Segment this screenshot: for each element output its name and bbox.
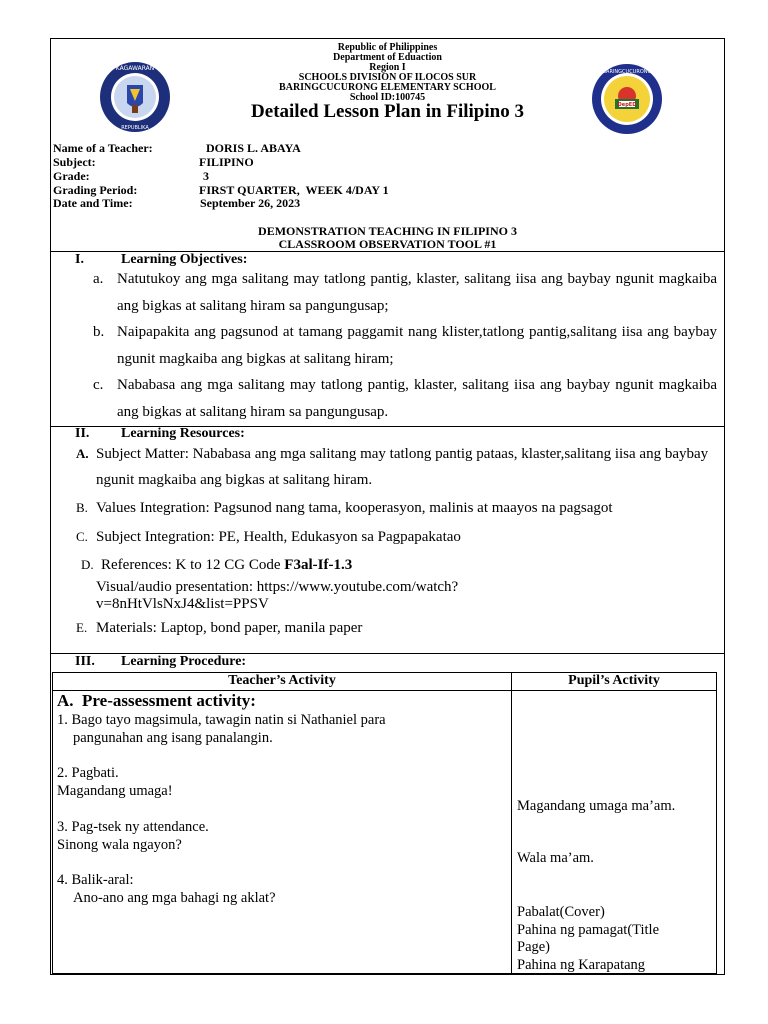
- resource-text: Subject Integration: PE, Health, Edukasyon sa Pagpapakatao: [96, 529, 461, 545]
- pupil-response: Pabalat(Cover): [517, 904, 605, 920]
- resource-visual: [96, 579, 716, 613]
- teacher-column-header: Teacher’s Activity: [53, 673, 512, 691]
- school-line: BARINGCUCURONG ELEMENTARY SCHOOL: [279, 82, 496, 93]
- resource-marker: A.: [76, 446, 89, 461]
- grade-label: Grade:: [53, 169, 90, 183]
- objective-marker: b.: [93, 324, 105, 340]
- date-value: September 26, 2023: [200, 196, 301, 210]
- resource-marker: B.: [76, 500, 88, 515]
- objective-item: [93, 372, 717, 426]
- resource-text: References: K to 12 CG Code: [101, 557, 285, 573]
- procedure-heading: Learning Procedure:: [121, 654, 247, 669]
- svg-text:KAGAWARAN: KAGAWARAN: [115, 65, 155, 72]
- pupil-activity-cell: [512, 691, 717, 974]
- department-line: Department of Eduaction: [333, 52, 442, 63]
- resource-materials: [76, 615, 716, 641]
- resource-marker: D.: [81, 557, 94, 572]
- resources-numeral: II.: [75, 426, 90, 441]
- objective-text: Nababasa ang mga salitang may tatlong pantig, klaster, salitang iisa ang baybay ngunit magkaiba ang bigkas at salitang hiram sa pangungusap.: [117, 377, 717, 420]
- date-label: Date and Time:: [53, 196, 133, 210]
- objective-item: [93, 266, 717, 320]
- objectives-numeral: I.: [75, 252, 84, 267]
- resource-subject-matter: [76, 441, 716, 493]
- visual-link-line: v=8nHtVlsNxJ4&list=PPSV: [96, 596, 269, 612]
- procedure-numeral: III.: [75, 654, 95, 669]
- resources-heading: Learning Resources:: [121, 426, 245, 441]
- pupil-response: Pahina ng pamagat(Title: [517, 922, 660, 938]
- svg-text:DepED: DepED: [617, 102, 637, 108]
- objective-item: [93, 319, 717, 373]
- pupil-response: Pahina ng Karapatang: [517, 957, 646, 973]
- teacher-step: Sinong wala ngayon?: [57, 837, 182, 853]
- objectives-heading: Learning Objectives:: [121, 252, 248, 267]
- pre-assessment-heading: A. Pre-assessment activity:: [57, 691, 256, 710]
- pupil-response: Page): [517, 939, 551, 955]
- objective-marker: c.: [93, 377, 104, 393]
- demo-title: DEMONSTRATION TEACHING IN FILIPINO 3: [258, 224, 517, 238]
- visual-link-line: Visual/audio presentation: https://www.youtube.com/watch?: [96, 579, 459, 595]
- subject-label: Subject:: [53, 155, 96, 169]
- pupil-response: Wala ma’am.: [517, 850, 594, 866]
- period-label: Grading Period:: [53, 183, 138, 197]
- teacher-step: pangunahan ang isang panalangin.: [73, 730, 273, 746]
- objective-text: Naipapakita ang pagsunod at tamang paggamit nang klister,tatlong pantig,salitang iisa ang baybay ngunit magkaiba ang bigkas at salitang hiram;: [117, 324, 717, 367]
- resource-subject-integration: [76, 524, 716, 550]
- period-value: FIRST QUARTER, WEEK 4/DAY 1: [199, 183, 389, 197]
- resource-values: [76, 495, 716, 521]
- grade-value: 3: [203, 169, 209, 183]
- teacher-label: Name of a Teacher:: [53, 141, 153, 155]
- lesson-plan-page: [50, 38, 725, 975]
- objective-marker: a.: [93, 271, 104, 287]
- svg-text:BARINGCUCURONG: BARINGCUCURONG: [602, 69, 652, 75]
- page-title: Detailed Lesson Plan in Filipino 3: [251, 101, 524, 122]
- svg-text:REPUBLIKA: REPUBLIKA: [121, 125, 149, 131]
- resource-references: [81, 552, 721, 578]
- subject-value: FILIPINO: [199, 155, 254, 169]
- region-line: Region I: [369, 62, 406, 73]
- teacher-step: 3. Pag-tsek ny attendance.: [57, 819, 209, 835]
- cg-code: F3al-If-1.3: [284, 557, 353, 573]
- teacher-step: Magandang umaga!: [57, 783, 173, 799]
- teacher-value: DORIS L. ABAYA: [206, 141, 301, 155]
- republic-line: Republic of Philippines: [337, 42, 438, 53]
- resource-text: Values Integration: Pagsunod nang tama, kooperasyon, malinis at maayos na pagsagot: [96, 500, 613, 516]
- teacher-step: 2. Pagbati.: [57, 765, 119, 781]
- pupil-column-header: Pupil’s Activity: [512, 673, 717, 691]
- resource-marker: E.: [76, 620, 88, 635]
- procedure-table: [52, 672, 717, 974]
- school-id-line: School ID:100745: [349, 92, 426, 103]
- teacher-step: Ano-ano ang mga bahagi ng aklat?: [73, 890, 276, 906]
- resource-text: Materials: Laptop, bond paper, manila paper: [96, 620, 363, 636]
- division-line: SCHOOLS DIVISION OF ILOCOS SUR: [298, 72, 477, 83]
- teacher-step: 1. Bago tayo magsimula, tawagin natin si Nathaniel para: [57, 712, 386, 728]
- teacher-step: 4. Balik-aral:: [57, 872, 134, 888]
- objective-text: Natutukoy ang mga salitang may tatlong pantig, klaster, salitang iisa ang baybay ngunit magkaiba ang bigkas at salitang hiram sa pangungusap;: [117, 271, 717, 314]
- observation-title: CLASSROOM OBSERVATION TOOL #1: [278, 237, 497, 251]
- pupil-response: Magandang umaga ma’am.: [517, 798, 676, 814]
- resource-marker: C.: [76, 529, 88, 544]
- resource-text: Subject Matter: Nababasa ang mga salitang may tatlong pantig pataas, klaster,salitang iisa ang baybay ngunit magkaiba ang bigkas at salitang hiram.: [96, 446, 709, 488]
- teacher-activity-cell: [53, 691, 512, 974]
